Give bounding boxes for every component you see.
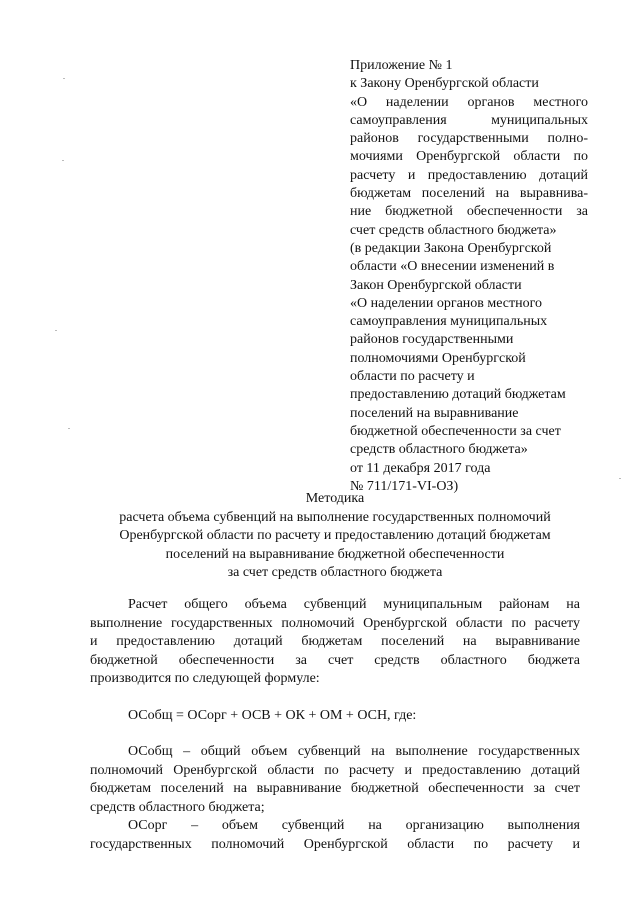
appendix-line: «О наделении органов местного [350,295,543,311]
scan-speck [619,478,621,479]
appendix-line: мочиями Оренбургской области по [350,149,588,165]
formula: ОСобщ = ОСорг + ОСВ + ОК + ОМ + ОСН, где: [128,707,417,723]
intro-paragraph-line: бюджетной обеспеченности за счет средств областного бюджета [90,652,580,668]
appendix-line: ние бюджетной обеспеченности за [350,204,588,220]
title-heading: Методика [305,491,365,506]
scan-speck [62,160,64,161]
appendix-line: к Закону Оренбургской области [350,76,539,92]
appendix-line: районов государственными полно- [350,131,588,147]
intro-paragraph-line: и предоставлению дотаций бюджетам поселений на выравнивание [90,634,580,649]
title-line: за счет средств областного бюджета [227,565,443,580]
document-title [90,490,580,583]
intro-paragraph-line: Расчет общего объема субвенций муниципальным районам на [128,597,580,612]
definition-line: полномочий Оренбургской области по расчету и предоставлению дотаций [90,762,580,778]
appendix-line: области «О внесении изменений в [350,259,555,275]
title-line: Оренбургской области по расчету и предоставлению дотаций бюджетам [119,528,551,543]
title-line: расчета объема субвенций на выполнение государственных полномочий [119,509,551,525]
appendix-line: бюджетам поселений на выравнива- [350,186,588,202]
appendix-line: средств областного бюджета» [350,442,528,458]
scan-speck [55,330,57,331]
document-body [90,596,580,854]
intro-paragraph-line: производится по следующей формуле: [90,671,320,686]
appendix-line: области по расчету и [350,369,475,385]
appendix-line: бюджетной обеспеченности за счет [350,423,561,439]
appendix-date: от 11 декабря 2017 года [350,460,491,476]
title-line: поселений на выравнивание бюджетной обеспеченности [165,546,505,562]
appendix-line: поселений на выравнивание [350,405,519,421]
appendix-line: «О наделении органов местного [350,94,588,110]
scan-speck [68,428,70,429]
appendix-line: предоставлению дотаций бюджетам [350,387,566,403]
definition-line: бюджетам поселений на выравнивание бюджетной обеспеченности за счет [90,781,580,796]
appendix-line: самоуправления муниципальных [350,314,548,330]
scan-speck [63,78,65,79]
appendix-header [350,57,588,496]
appendix-line: полномочиями Оренбургской [350,350,526,366]
appendix-line: Закон Оренбургской области [350,277,522,293]
appendix-line: районов государственными [350,332,514,348]
appendix-line: расчету и предоставлению дотаций [350,167,588,183]
appendix-line: (в редакции Закона Оренбургской [350,240,552,256]
appendix-line: самоуправления муниципальных [350,112,588,128]
definition-line: ОСорг – объем субвенций на организацию выполнения [128,818,580,833]
appendix-line: Приложение № 1 [350,58,453,73]
appendix-line: счет средств областного бюджета» [350,222,557,238]
definition-line: государственных полномочий Оренбургской области по расчету и [90,836,580,852]
definition-line: ОСобщ – общий объем субвенций на выполнение государственных [128,744,580,759]
intro-paragraph-line: выполнение государственных полномочий Оренбургской области по расчету [90,615,580,631]
appendix-number: № 711/171-VI-ОЗ) [350,478,459,494]
definition-line: средств областного бюджета; [90,799,265,815]
